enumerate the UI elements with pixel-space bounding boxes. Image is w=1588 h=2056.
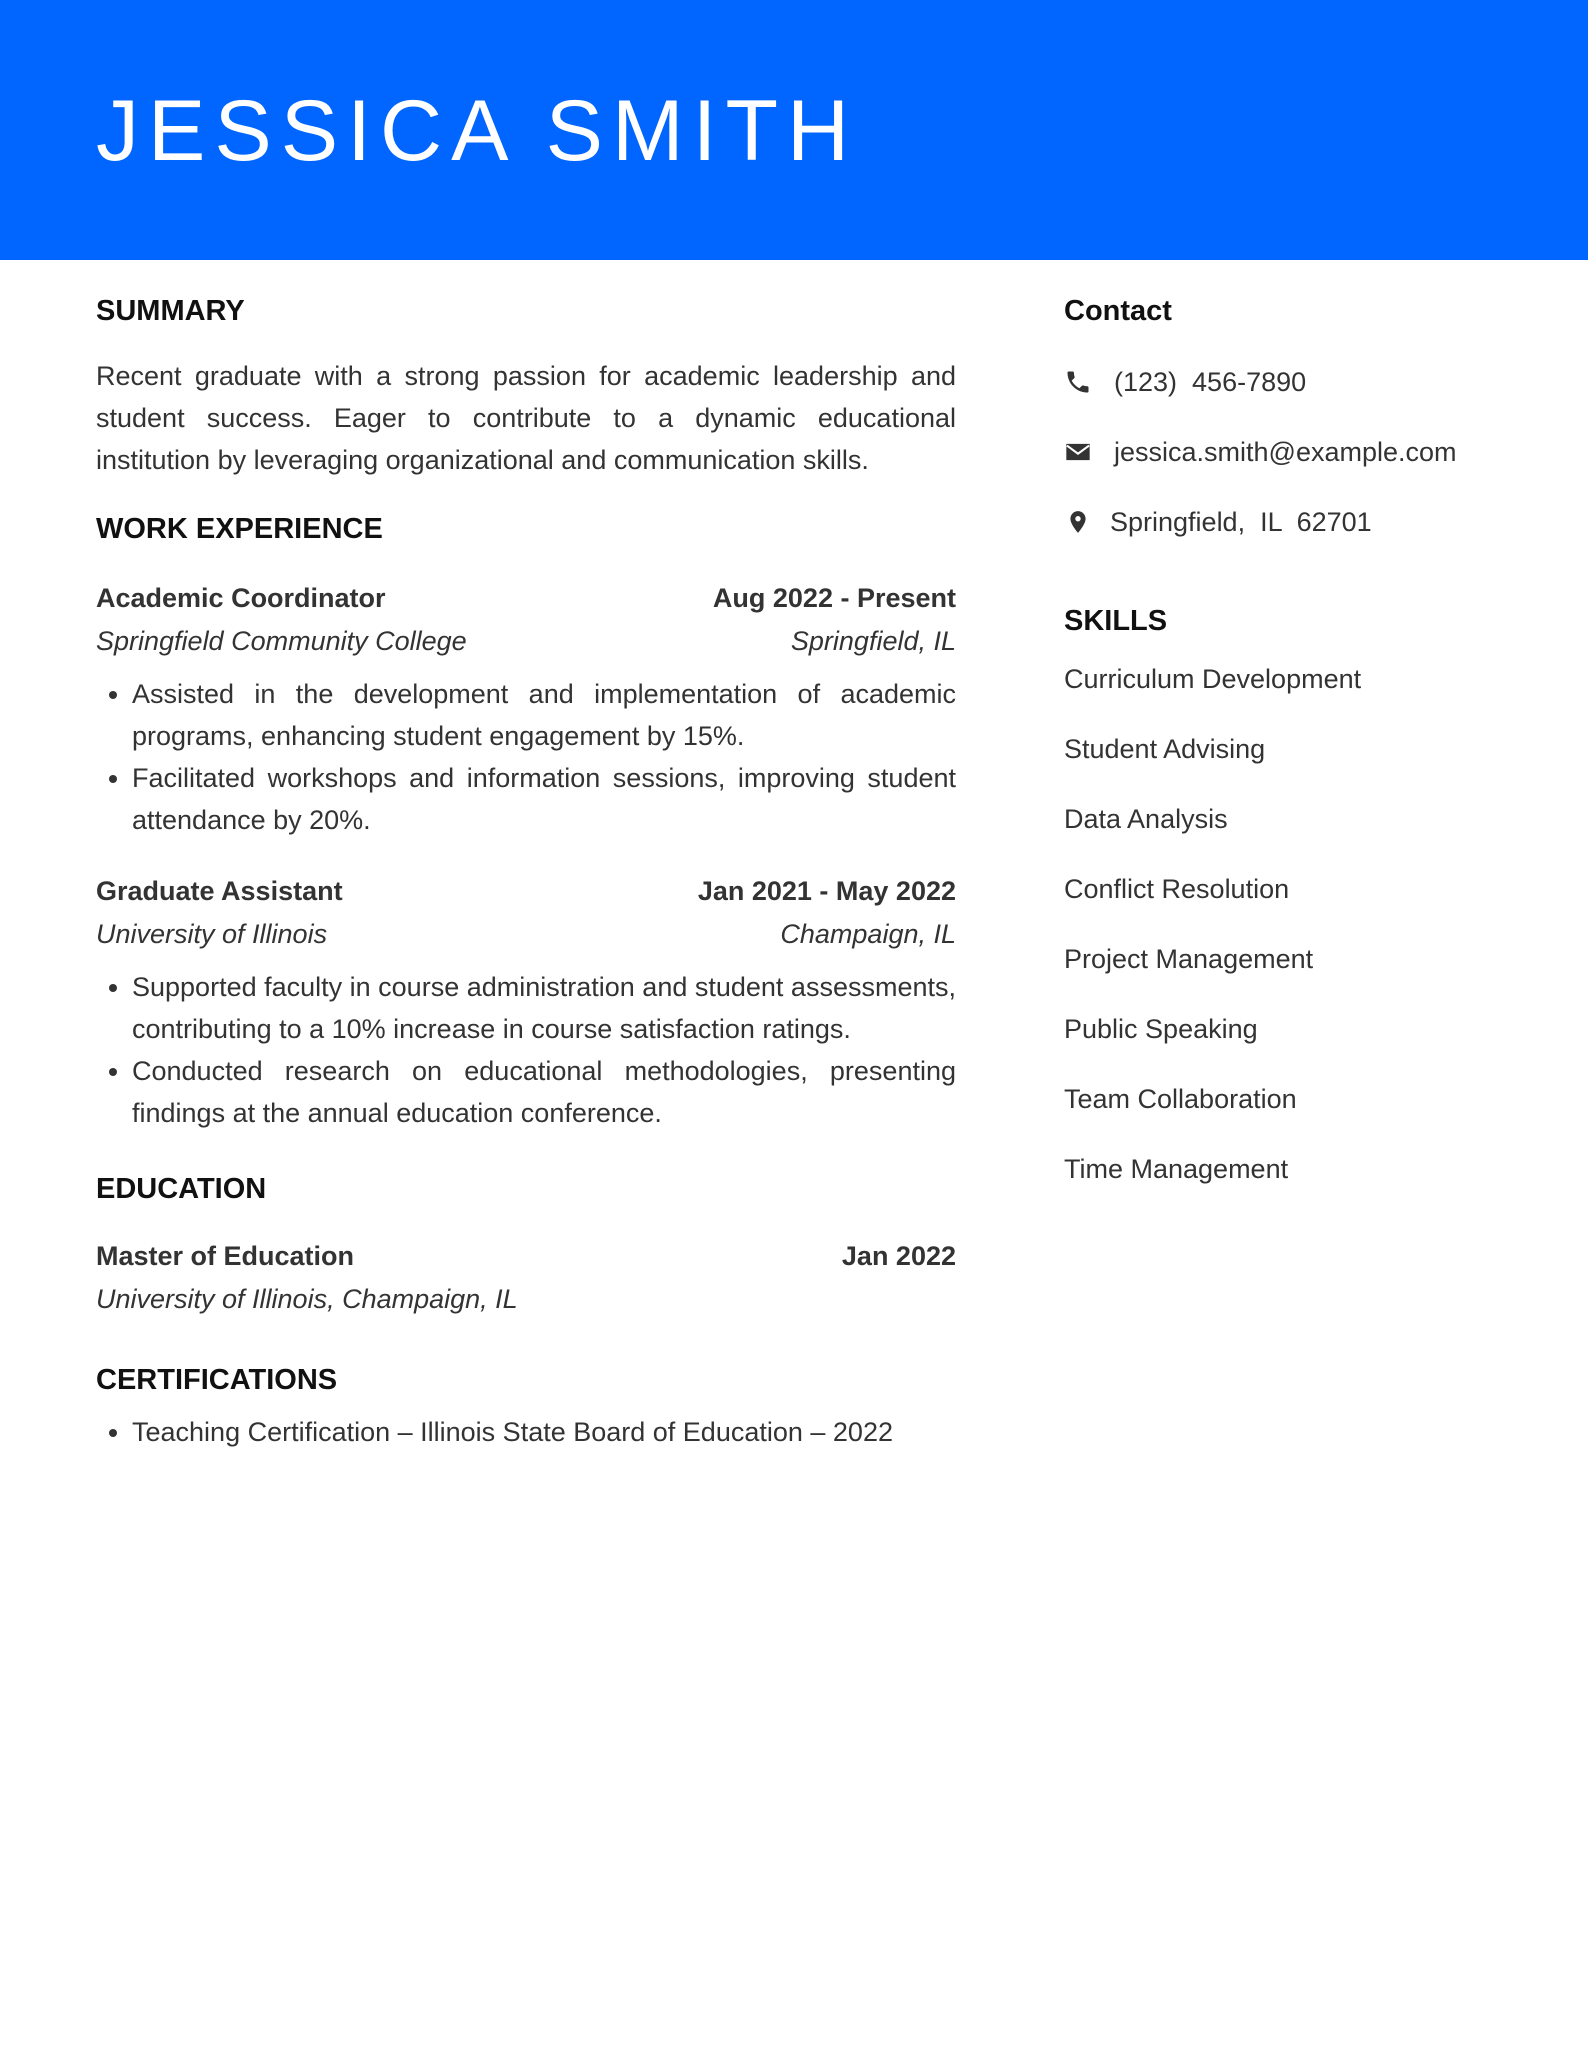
- candidate-name: JESSICA SMITH: [96, 83, 859, 179]
- job-location: Springfield, IL: [790, 626, 956, 656]
- job-bullet: • Facilitated workshops and information sessions, improving student attendance by 20%.: [132, 757, 956, 841]
- skill-item: Curriculum Development: [1064, 664, 1362, 694]
- contact-email: [1064, 432, 1524, 472]
- job-title: Graduate Assistant: [96, 876, 343, 906]
- certification-item: • Teaching Certification – Illinois State Board of Education – 2022: [132, 1411, 956, 1453]
- job-dates: Jan 2021 - May 2022: [697, 876, 956, 906]
- contact-location-text: Springfield, IL 62701: [1110, 506, 1372, 537]
- certifications-list: [96, 1411, 956, 1453]
- contact-phone: [1064, 362, 1524, 402]
- job-bullets: [96, 966, 956, 1134]
- work-experience-heading: WORK EXPERIENCE: [96, 513, 383, 545]
- job-title: Academic Coordinator: [96, 583, 386, 613]
- contact-section: [1064, 290, 1524, 542]
- skills-list: [1064, 659, 1524, 1189]
- skill-item: Time Management: [1064, 1154, 1289, 1184]
- certifications-heading: CERTIFICATIONS: [96, 1364, 338, 1396]
- certifications-section: [96, 1359, 956, 1453]
- skills-heading: SKILLS: [1064, 605, 1168, 637]
- skill-item: Project Management: [1064, 944, 1314, 974]
- summary-heading: SUMMARY: [96, 295, 245, 327]
- phone-icon: [1064, 368, 1092, 396]
- skill-item: Public Speaking: [1064, 1014, 1258, 1044]
- envelope-icon: [1064, 438, 1092, 466]
- degree-title: Master of Education: [96, 1241, 355, 1271]
- job-bullets: [96, 673, 956, 841]
- summary-text: Recent graduate with a strong passion for academic leadership and student success. Eager to contribute to a dynamic educational institution by leveraging organizational and communication skills.: [96, 361, 956, 475]
- work-experience-section: [96, 508, 956, 1134]
- header-banner: [0, 0, 1588, 260]
- map-marker-icon: [1064, 508, 1092, 536]
- school-name: University of Illinois, Champaign, IL: [96, 1284, 518, 1314]
- skill-item: Team Collaboration: [1064, 1084, 1297, 1114]
- contact-heading: Contact: [1064, 295, 1172, 327]
- job-entry: [96, 577, 956, 841]
- job-bullet: • Supported faculty in course administration and student assessments, contributing to a 10% increase in course satisfaction ratings.: [132, 966, 956, 1050]
- education-heading: EDUCATION: [96, 1173, 267, 1205]
- contact-phone-text: (123) 456-7890: [1114, 366, 1307, 397]
- summary-section: [96, 290, 956, 481]
- contact-email-text: jessica.smith@example.com: [1114, 436, 1457, 467]
- degree-date: Jan 2022: [841, 1241, 956, 1271]
- skill-item: Conflict Resolution: [1064, 874, 1290, 904]
- education-entry: [96, 1235, 956, 1321]
- sidebar: [1064, 290, 1524, 1219]
- main-column: [96, 290, 956, 1453]
- skill-item: Student Advising: [1064, 734, 1266, 764]
- job-location: Champaign, IL: [780, 919, 956, 949]
- job-entry: [96, 870, 956, 1134]
- skills-section: [1064, 600, 1524, 1189]
- contact-list: [1064, 362, 1524, 542]
- skill-item: Data Analysis: [1064, 804, 1228, 834]
- education-section: [96, 1168, 956, 1321]
- job-bullet: • Assisted in the development and implementation of academic programs, enhancing student engagement by 15%.: [132, 673, 956, 757]
- job-organization: University of Illinois: [96, 919, 328, 949]
- job-dates: Aug 2022 - Present: [712, 583, 956, 613]
- job-bullet: • Conducted research on educational methodologies, presenting findings at the annual education conference.: [132, 1050, 956, 1134]
- contact-location: [1064, 502, 1524, 542]
- job-organization: Springfield Community College: [96, 626, 467, 656]
